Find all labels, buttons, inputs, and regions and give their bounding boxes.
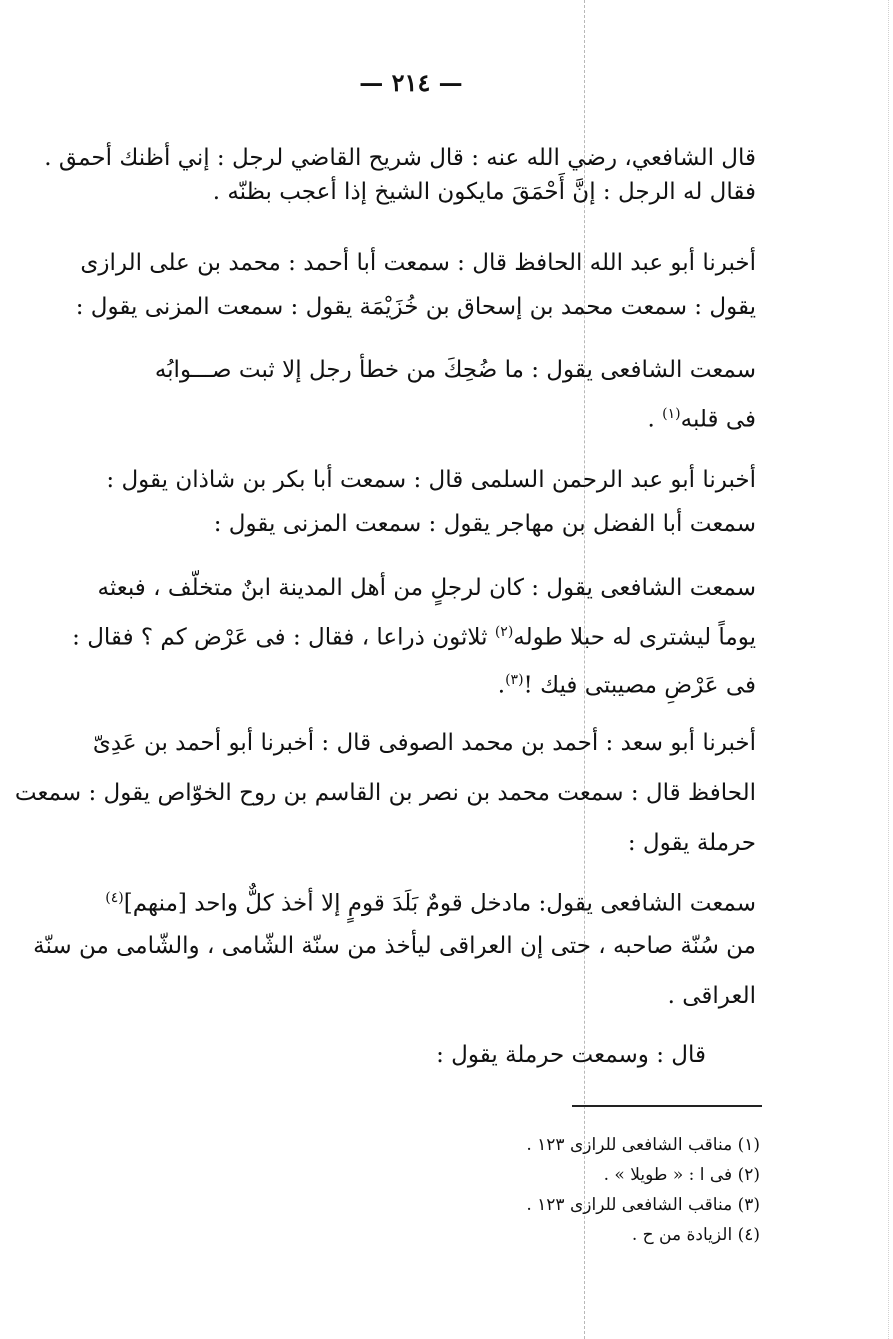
text-line: قال : وسمعت حرملة يقول :	[436, 1042, 706, 1068]
text-fragment: فى عَرْضِ مصيبتى فيك !	[523, 672, 756, 699]
text-line: سمعت أبا الفضل بن مهاجر يقول : سمعت المزنى يقول :	[213, 511, 756, 537]
footnote-mark: (٣)	[505, 672, 524, 688]
scan-edge-line	[888, 0, 889, 1339]
footnote-separator	[572, 1105, 762, 1107]
text-line: العراقى .	[667, 983, 756, 1009]
text-fragment: سمعت الشافعى يقول: مادخل قومٌ بَلَدَ قومٍ إلا أخذ كلٌّ واحد [منهم]	[123, 890, 756, 917]
text-line: أخبرنا أبو عبد الله الحافظ قال : سمعت أبا أحمد : محمد بن على الرازى	[80, 250, 756, 276]
page-number: — ٢١٤ —	[359, 68, 463, 97]
footnote: (٢) فى ا : « طويلا » .	[603, 1165, 760, 1185]
paragraph-4	[96, 465, 756, 539]
footnote-mark: (٤)	[105, 890, 124, 906]
text-fragment: يوماً ليشترى له حبلا طوله	[513, 624, 756, 651]
text-line: حرملة يقول :	[627, 830, 756, 856]
text-line: أخبرنا أبو سعد : أحمد بن محمد الصوفى قال : أخبرنا أبو أحمد بن عَدِىّ	[92, 730, 756, 756]
text-line	[105, 883, 756, 917]
footnote: (٣) مناقب الشافعى للرازى ١٢٣ .	[526, 1195, 760, 1215]
paragraph-2	[75, 248, 756, 320]
paragraph-3	[96, 355, 756, 433]
text-line: الحافظ قال : سمعت محمد بن نصر بن القاسم بن روح الخوّاص يقول : سمعت	[14, 780, 756, 806]
footnote: (٤) الزيادة من ح .	[631, 1225, 760, 1245]
text-fragment: ثلاثون ذراعا ، فقال : فى عَرْض كم ؟ فقال :	[72, 624, 488, 651]
footnote: (١) مناقب الشافعى للرازى ١٢٣ .	[526, 1135, 760, 1155]
text-line: يقول : سمعت محمد بن إسحاق بن خُزَيْمَة يقول : سمعت المزنى يقول :	[75, 294, 756, 320]
text-line: من سُنّة صاحبه ، حتى إن العراقى ليأخذ من سنّة الشّامى ، والشّامى من سنّة	[33, 933, 756, 959]
footnotes	[526, 1133, 760, 1263]
text-fragment: فى قلبه	[680, 406, 756, 433]
text-line: قال الشافعي، رضي الله عنه : قال شريح القاضي لرجل : إني أظنك أحمق .	[44, 145, 756, 171]
paragraph-1	[44, 143, 756, 207]
footnote-mark: (٢)	[494, 624, 514, 640]
footnote-mark: (١)	[662, 406, 681, 422]
text-line: فى عَرْضِ مصيبتى فيك !$^{(٣)}$.	[497, 672, 756, 699]
paragraph-8	[96, 1040, 756, 1074]
text-line: سمعت الشافعى يقول : ما ضُحِكَ من خطأ رجل إلا ثبت صـــوابُه	[154, 357, 756, 383]
text-line: فقال له الرجل : إنَّ أَحْمَقَ مايكون الشيخ إذا أعجب بظنّه .	[212, 179, 756, 205]
paragraph-5	[72, 573, 756, 703]
text-line: أخبرنا أبو عبد الرحمن السلمى قال : سمعت أبا بكر بن شاذان يقول :	[106, 467, 756, 493]
paragraph-7	[33, 883, 756, 1013]
text-line: فى قلبه$^{(١)}$ .	[647, 406, 756, 433]
text-line: سمعت الشافعى يقول : كان لرجلٍ من أهل المدينة ابنٌ متخلّف ، فبعثه	[97, 575, 756, 601]
paragraph-6	[14, 728, 756, 858]
text-line	[72, 617, 756, 651]
